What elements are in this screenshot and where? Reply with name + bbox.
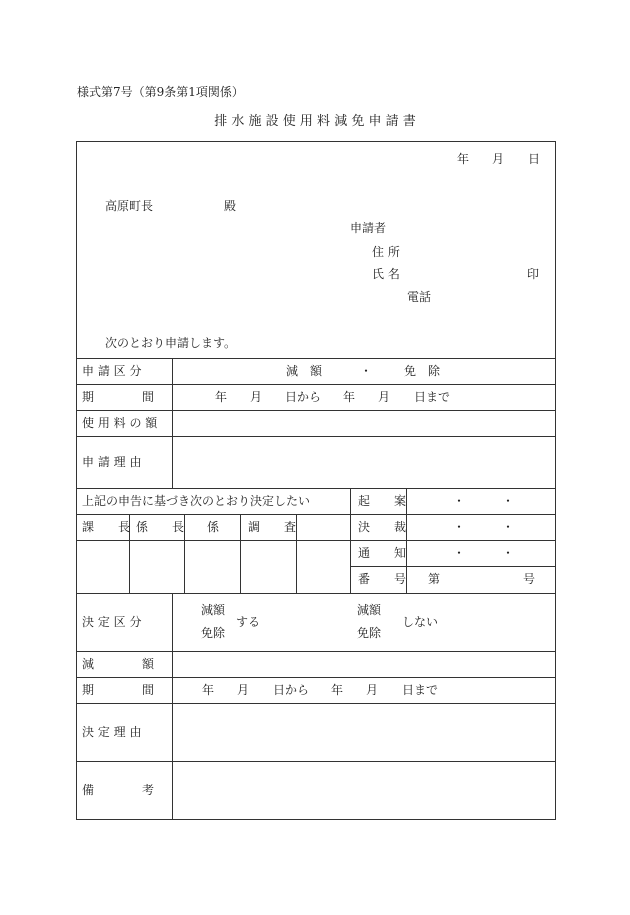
- option-exempt: 免 除: [404, 364, 441, 378]
- decision-category-label: 決 定 区 分: [82, 615, 142, 629]
- draft-dot-1: ・: [453, 494, 466, 508]
- approval-staff: 係: [207, 520, 220, 534]
- decision-exempt-2: 免除: [357, 626, 382, 640]
- approval-survey: 調 査: [248, 520, 297, 534]
- decision-period-from: 日から: [273, 683, 310, 697]
- decision-period-label: 期 間: [82, 683, 155, 697]
- number-label: 番 号: [358, 572, 407, 586]
- addressee-honorific: 殿: [224, 199, 237, 213]
- date-month: 月: [492, 152, 505, 166]
- form-number: 様式第7号（第9条第1項関係）: [77, 85, 244, 99]
- date-year: 年: [457, 152, 470, 166]
- period-month-1: 月: [250, 390, 263, 404]
- decision-period-month-2: 月: [366, 683, 379, 697]
- decision-period-month-1: 月: [237, 683, 250, 697]
- draft-dot-2: ・: [502, 494, 515, 508]
- decision-period-year-1: 年: [202, 683, 215, 697]
- application-reason-label: 申 請 理 由: [82, 455, 142, 469]
- period-until: 日まで: [414, 390, 451, 404]
- period-month-2: 月: [378, 390, 391, 404]
- settle-dot-2: ・: [502, 520, 515, 534]
- option-reduce: 減 額: [286, 364, 323, 378]
- option-separator: ・: [360, 364, 373, 378]
- number-suffix: 号: [523, 572, 536, 586]
- page-title: 排 水 施 設 使 用 料 減 免 申 請 書: [214, 114, 416, 129]
- decision-reduce-2: 減額: [357, 603, 382, 617]
- fee-amount-label: 使 用 料 の 額: [82, 416, 158, 430]
- applicant-address-label: 住 所: [372, 245, 400, 259]
- decision-do: する: [236, 615, 261, 629]
- settle-dot-1: ・: [453, 520, 466, 534]
- period-year-1: 年: [215, 390, 228, 404]
- applicant-phone-label: 電話: [407, 290, 432, 304]
- remarks-label: 備 考: [82, 783, 155, 797]
- notice-dot-2: ・: [502, 546, 515, 560]
- decision-not: しない: [402, 615, 439, 629]
- addressee-name: 高原町長: [105, 199, 154, 213]
- number-prefix: 第: [428, 572, 441, 586]
- applicant-name-label: 氏 名: [372, 267, 400, 281]
- seal-mark: 印: [527, 267, 540, 281]
- decision-header: 上記の申告に基づき次のとおり決定したい: [82, 494, 311, 508]
- period-year-2: 年: [343, 390, 356, 404]
- decision-period-year-2: 年: [331, 683, 344, 697]
- draft-label: 起 案: [358, 494, 407, 508]
- application-category-label: 申 請 区 分: [82, 364, 142, 378]
- period-from: 日から: [285, 390, 322, 404]
- notice-dot-1: ・: [453, 546, 466, 560]
- decision-reason-label: 決 定 理 由: [82, 725, 142, 739]
- applicant-label: 申請者: [350, 221, 387, 235]
- intro-text: 次のとおり申請します。: [105, 336, 237, 350]
- decision-reduce-1: 減額: [201, 603, 226, 617]
- form-frame: [76, 141, 556, 820]
- decision-period-until: 日まで: [402, 683, 439, 697]
- date-day: 日: [528, 152, 541, 166]
- notice-label: 通 知: [358, 546, 407, 560]
- approval-subchief: 係 長: [136, 520, 185, 534]
- settle-label: 決 裁: [358, 520, 407, 534]
- decision-exempt-1: 免除: [201, 626, 226, 640]
- reduction-amount-label: 減 額: [82, 657, 155, 671]
- approval-chief: 課 長: [82, 520, 131, 534]
- application-period-label: 期 間: [82, 390, 155, 404]
